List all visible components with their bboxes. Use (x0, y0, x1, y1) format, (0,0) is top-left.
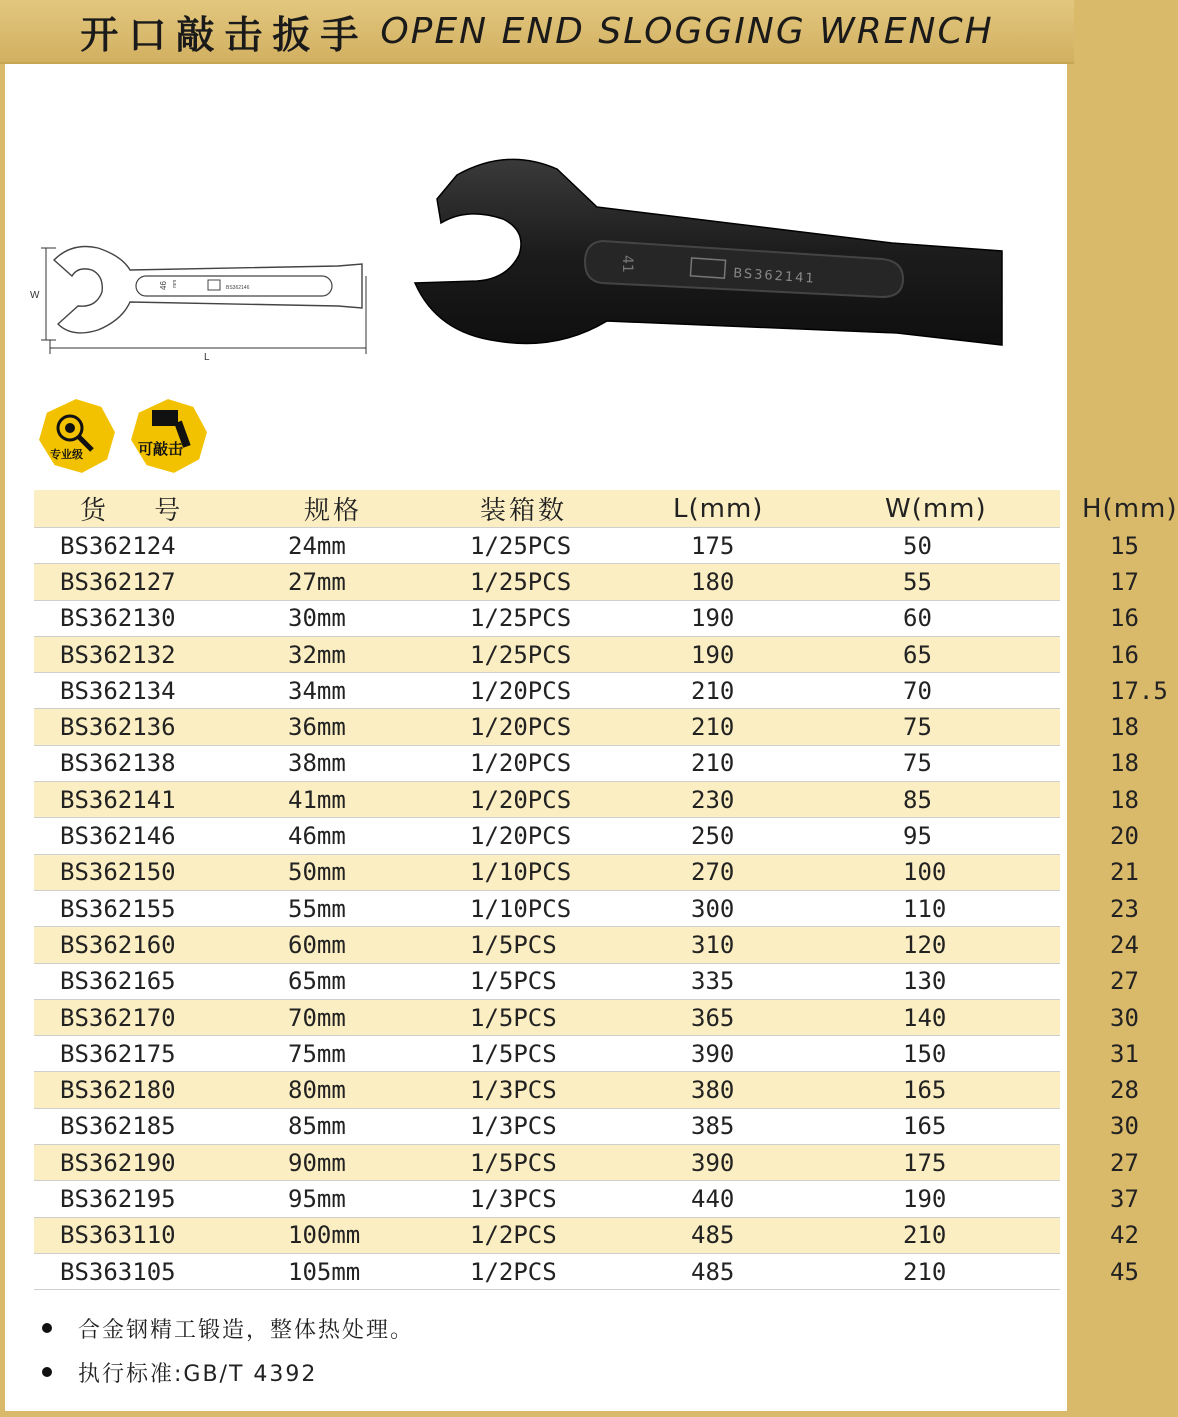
cell-length: 485 (645, 1217, 843, 1253)
cell-spec: 90mm (270, 1145, 444, 1181)
cell-pack-qty: 1/5PCS (444, 963, 645, 999)
cell-pack-qty: 1/10PCS (444, 854, 645, 890)
table-row: BS362141 41mm 1/20PCS 230 85 18 (34, 782, 1060, 818)
cell-width: 75 (843, 745, 1060, 781)
table-row: BS362155 55mm 1/10PCS 300 110 23 (34, 890, 1060, 926)
cell-width: 140 (843, 999, 1060, 1035)
cell-pack-qty: 1/2PCS (444, 1217, 645, 1253)
cell-width: 95 (843, 818, 1060, 854)
cell-width: 210 (843, 1253, 1060, 1289)
cell-width: 150 (843, 1036, 1060, 1072)
cell-pack-qty: 1/3PCS (444, 1181, 645, 1217)
cell-length: 300 (645, 890, 843, 926)
cell-item-no: BS362132 (34, 636, 270, 672)
cell-spec: 70mm (270, 999, 444, 1035)
cell-width: 130 (843, 963, 1060, 999)
cell-pack-qty: 1/20PCS (444, 818, 645, 854)
cell-length: 485 (645, 1253, 843, 1289)
cell-item-no: BS362146 (34, 818, 270, 854)
cell-length: 390 (645, 1145, 843, 1181)
badge-strike-label: 可敲击 (138, 440, 184, 458)
cell-length: 270 (645, 854, 843, 890)
cell-width: 110 (843, 890, 1060, 926)
cell-item-no: BS362180 (34, 1072, 270, 1108)
cell-width: 65 (843, 636, 1060, 672)
note-item (42, 1306, 414, 1350)
cell-pack-qty: 1/10PCS (444, 890, 645, 926)
cell-item-no: BS362160 (34, 927, 270, 963)
l-dimension-label: L (204, 352, 210, 363)
badge-pro-label: 专业级 (50, 448, 83, 461)
cell-width: 165 (843, 1072, 1060, 1108)
cell-length: 440 (645, 1181, 843, 1217)
cell-spec: 95mm (270, 1181, 444, 1217)
gear-magnifier-icon (38, 398, 116, 474)
table-row: BS362146 46mm 1/20PCS 250 95 20 (34, 818, 1060, 854)
cell-pack-qty: 1/5PCS (444, 999, 645, 1035)
cell-item-no: BS362150 (34, 854, 270, 890)
note-text: 合金钢精工锻造，整体热处理。 (78, 1317, 415, 1343)
cell-item-no: BS362141 (34, 782, 270, 818)
cell-length: 390 (645, 1036, 843, 1072)
table-row: BS362132 32mm 1/25PCS 190 65 16 (34, 636, 1060, 672)
wrench-product-photo (407, 155, 1007, 355)
diagram-unit-stamp: mm (172, 279, 178, 288)
bullet-icon (42, 1367, 52, 1377)
cell-length: 210 (645, 673, 843, 709)
cell-width: 165 (843, 1108, 1060, 1144)
cell-item-no: BS362170 (34, 999, 270, 1035)
hammer-icon (130, 398, 208, 474)
cell-length: 250 (645, 818, 843, 854)
cell-spec: 55mm (270, 890, 444, 926)
cell-length: 310 (645, 927, 843, 963)
cell-length: 385 (645, 1108, 843, 1144)
table-row: BS362124 24mm 1/25PCS 175 50 15 (34, 528, 1060, 564)
cell-spec: 27mm (270, 564, 444, 600)
cell-pack-qty: 1/20PCS (444, 673, 645, 709)
wrench-dimension-diagram (26, 236, 376, 366)
cell-spec: 105mm (270, 1253, 444, 1289)
table-row: BS362150 50mm 1/10PCS 270 100 21 (34, 854, 1060, 890)
header-length: L(mm) (645, 490, 843, 528)
title-english: OPEN END SLOGGING WRENCH (380, 10, 994, 52)
cell-width: 75 (843, 709, 1060, 745)
table-row: BS362165 65mm 1/5PCS 335 130 27 (34, 963, 1060, 999)
table-row: BS362134 34mm 1/20PCS 210 70 17.5 (34, 673, 1060, 709)
cell-width: 50 (843, 528, 1060, 564)
table-header-row: 货 号 规格 装箱数 L(mm) W(mm) H(mm) (34, 490, 1060, 528)
diagram-logo-mark (208, 280, 220, 290)
table-row: BS362195 95mm 1/3PCS 440 190 37 (34, 1181, 1060, 1217)
cell-item-no: BS363110 (34, 1217, 270, 1253)
cell-item-no: BS363105 (34, 1253, 270, 1289)
cell-item-no: BS362138 (34, 745, 270, 781)
photo-size-stamp: 41 (619, 255, 635, 273)
cell-pack-qty: 1/5PCS (444, 1036, 645, 1072)
notes-list (42, 1306, 414, 1394)
cell-length: 210 (645, 709, 843, 745)
header-item-no: 货 号 (34, 490, 270, 528)
cell-pack-qty: 1/20PCS (444, 709, 645, 745)
cell-pack-qty: 1/3PCS (444, 1072, 645, 1108)
cell-width: 100 (843, 854, 1060, 890)
table-row: BS362138 38mm 1/20PCS 210 75 18 (34, 745, 1060, 781)
cell-item-no: BS362155 (34, 890, 270, 926)
diagram-size-stamp: 46 (159, 281, 168, 290)
cell-length: 210 (645, 745, 843, 781)
table-row: BS362190 90mm 1/5PCS 390 175 27 (34, 1145, 1060, 1181)
cell-item-no: BS362190 (34, 1145, 270, 1181)
cell-width: 190 (843, 1181, 1060, 1217)
cell-pack-qty: 1/20PCS (444, 782, 645, 818)
cell-spec: 60mm (270, 927, 444, 963)
cell-spec: 65mm (270, 963, 444, 999)
cell-spec: 30mm (270, 600, 444, 636)
cell-pack-qty: 1/3PCS (444, 1108, 645, 1144)
cell-item-no: BS362124 (34, 528, 270, 564)
cell-spec: 36mm (270, 709, 444, 745)
cell-item-no: BS362165 (34, 963, 270, 999)
cell-item-no: BS362195 (34, 1181, 270, 1217)
title-chinese: 开口敲击扳手 (80, 12, 369, 57)
cell-pack-qty: 1/5PCS (444, 1145, 645, 1181)
cell-item-no: BS362130 (34, 600, 270, 636)
table-row: BS362180 80mm 1/3PCS 380 165 28 (34, 1072, 1060, 1108)
note-text: 执行标准:GB/T 4392 (78, 1361, 318, 1387)
cell-width: 70 (843, 673, 1060, 709)
table-row: BS362127 27mm 1/25PCS 180 55 17 (34, 564, 1060, 600)
table-row: BS362185 85mm 1/3PCS 385 165 30 (34, 1108, 1060, 1144)
w-dimension-label: W (30, 290, 40, 301)
cell-length: 190 (645, 636, 843, 672)
cell-spec: 41mm (270, 782, 444, 818)
table-row: BS362170 70mm 1/5PCS 365 140 30 (34, 999, 1060, 1035)
cell-length: 180 (645, 564, 843, 600)
note-item (42, 1350, 414, 1394)
diagram-code-stamp: BS362146 (226, 285, 250, 291)
header-pack-qty: 装箱数 (444, 490, 645, 528)
cell-pack-qty: 1/25PCS (444, 636, 645, 672)
cell-item-no: BS362136 (34, 709, 270, 745)
cell-pack-qty: 1/25PCS (444, 600, 645, 636)
cell-spec: 50mm (270, 854, 444, 890)
cell-pack-qty: 1/5PCS (444, 927, 645, 963)
cell-spec: 32mm (270, 636, 444, 672)
table-row: BS363105 105mm 1/2PCS 485 210 45 (34, 1253, 1060, 1289)
cell-spec: 24mm (270, 528, 444, 564)
cell-length: 230 (645, 782, 843, 818)
cell-length: 190 (645, 600, 843, 636)
feature-badges (36, 396, 226, 476)
cell-item-no: BS362185 (34, 1108, 270, 1144)
cell-width: 55 (843, 564, 1060, 600)
photo-code-stamp: BS362141 (732, 266, 817, 287)
header-spec: 规格 (270, 490, 444, 528)
cell-spec: 38mm (270, 745, 444, 781)
cell-width: 120 (843, 927, 1060, 963)
cell-width: 210 (843, 1217, 1060, 1253)
cell-length: 365 (645, 999, 843, 1035)
cell-pack-qty: 1/2PCS (444, 1253, 645, 1289)
cell-item-no: BS362175 (34, 1036, 270, 1072)
cell-pack-qty: 1/25PCS (444, 564, 645, 600)
table-row: BS362136 36mm 1/20PCS 210 75 18 (34, 709, 1060, 745)
cell-pack-qty: 1/25PCS (444, 528, 645, 564)
table-row: BS362160 60mm 1/5PCS 310 120 24 (34, 927, 1060, 963)
table-row: BS362130 30mm 1/25PCS 190 60 16 (34, 600, 1060, 636)
spec-table (34, 490, 1178, 1290)
cell-width: 85 (843, 782, 1060, 818)
cell-pack-qty: 1/20PCS (444, 745, 645, 781)
table-row: BS363110 100mm 1/2PCS 485 210 42 (34, 1217, 1060, 1253)
cell-length: 380 (645, 1072, 843, 1108)
cell-spec: 85mm (270, 1108, 444, 1144)
cell-item-no: BS362134 (34, 673, 270, 709)
cell-length: 175 (645, 528, 843, 564)
cell-spec: 34mm (270, 673, 444, 709)
cell-width: 60 (843, 600, 1060, 636)
page-header (0, 0, 1074, 64)
cell-spec: 80mm (270, 1072, 444, 1108)
cell-length: 335 (645, 963, 843, 999)
cell-spec: 100mm (270, 1217, 444, 1253)
cell-spec: 75mm (270, 1036, 444, 1072)
cell-width: 175 (843, 1145, 1060, 1181)
cell-spec: 46mm (270, 818, 444, 854)
bullet-icon (42, 1323, 52, 1333)
cell-item-no: BS362127 (34, 564, 270, 600)
header-width: W(mm) (843, 490, 1060, 528)
table-row: BS362175 75mm 1/5PCS 390 150 31 (34, 1036, 1060, 1072)
